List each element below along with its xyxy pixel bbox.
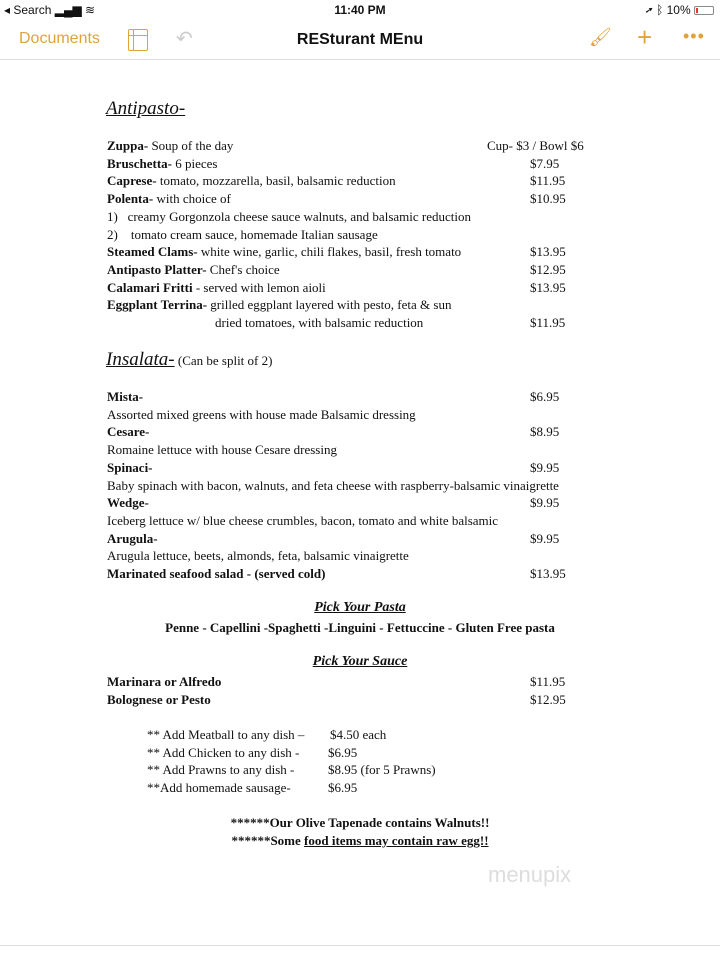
antipasto-item-price: $13.95 xyxy=(530,279,566,295)
pasta-heading-text: Pick Your Pasta xyxy=(314,600,406,615)
antipasto-item-name: Eggplant Terrina- xyxy=(107,297,208,313)
insalata-heading-row xyxy=(106,349,272,371)
addon-label: **Add homemade sausage- xyxy=(147,780,291,796)
note-raw-egg-prefix: ******Some xyxy=(231,833,305,848)
insalata-item-line xyxy=(107,565,325,583)
location-icon: ➚ xyxy=(645,3,653,17)
antipasto-item-price: $11.95 xyxy=(530,173,566,189)
antipasto-item-line xyxy=(107,261,280,279)
back-app-label[interactable]: Search xyxy=(13,3,52,17)
toolbar xyxy=(0,20,720,60)
insalata-item-description: Assorted mixed greens with house made Balsamic dressing xyxy=(107,406,416,422)
antipasto-item-line xyxy=(107,296,451,314)
insalata-item-price: $9.95 xyxy=(530,530,560,546)
insalata-item-description: Romaine lettuce with house Cesare dressing xyxy=(107,442,337,458)
insalata-item-line xyxy=(107,459,153,477)
antipasto-item-name: Calamari Fritti xyxy=(107,279,193,295)
insalata-item-line xyxy=(107,494,149,512)
note-walnuts: ******Our Olive Tapenade contains Walnuts!! xyxy=(230,815,490,830)
addon-label: ** Add Prawns to any dish - xyxy=(147,762,295,778)
antipasto-item-description: white wine, garlic, chili flakes, basil, fresh tomato xyxy=(197,244,462,260)
documents-button[interactable]: Documents xyxy=(19,30,100,47)
antipasto-item-description: grilled eggplant layered with pesto, feta & sun xyxy=(207,297,452,313)
back-app-icon[interactable]: ◂ xyxy=(4,3,14,17)
sauce-item-price: $12.95 xyxy=(530,691,566,707)
antipasto-item-description: 6 pieces xyxy=(172,155,218,171)
sauce-heading xyxy=(0,654,720,670)
watermark-logo: menupix xyxy=(488,862,572,887)
insalata-item-description: Baby spinach with bacon, walnuts, and feta cheese with raspberry-balsamic vinaigrette xyxy=(107,477,559,493)
battery-icon xyxy=(694,6,714,15)
insalata-item-name: Spinaci- xyxy=(107,459,153,475)
insalata-item-description: Iceberg lettuce w/ blue cheese crumbles, bacon, tomato and white balsamic xyxy=(107,512,499,528)
pasta-options: Penne - Capellini -Spaghetti -Linguini - Fettuccine - Gluten Free pasta xyxy=(165,620,555,635)
addon-price: $4.50 each xyxy=(330,727,387,742)
antipasto-item-line xyxy=(107,137,233,155)
sauce-item-line xyxy=(107,691,211,709)
antipasto-item-line xyxy=(107,190,231,208)
antipasto-item-name: Zuppa- xyxy=(107,138,149,153)
sauce-item-name: Bolognese or Pesto xyxy=(107,691,211,707)
document-title: RESturant MEnu xyxy=(296,31,424,48)
antipasto-item-line xyxy=(107,226,378,244)
insalata-item-line xyxy=(107,423,149,441)
insalata-item-line xyxy=(107,388,143,406)
antipasto-item-name: Antipasto Platter- xyxy=(107,261,207,277)
signal-icon: ▂▄▆ xyxy=(54,3,82,17)
insalata-item-price: $9.95 xyxy=(530,459,560,475)
addon-label: ** Add Chicken to any dish - xyxy=(147,744,300,760)
status-bar xyxy=(0,0,720,20)
antipasto-item-description: tomato, mozzarella, basil, balsamic reduction xyxy=(156,173,396,189)
antipasto-item-description: dried tomatoes, with balsamic reduction xyxy=(215,315,424,330)
antipasto-item-line xyxy=(107,243,461,261)
addon-price: $6.95 xyxy=(328,744,358,760)
note-raw-egg xyxy=(0,833,720,849)
insalata-item-name: Cesare- xyxy=(107,424,150,440)
sauce-item-line xyxy=(107,673,221,691)
addon-label: ** Add Meatball to any dish – xyxy=(147,727,305,742)
antipasto-item-description: Chef's choice xyxy=(206,261,280,277)
antipasto-item-line xyxy=(107,279,326,297)
insalata-item-line xyxy=(107,441,337,459)
antipasto-item-price: $13.95 xyxy=(530,244,566,260)
antipasto-item-description: 1) creamy Gorgonzola cheese sauce walnuts, and balsamic reduction xyxy=(107,208,471,224)
antipasto-item-name: Steamed Clams- xyxy=(107,244,198,260)
battery-percent: 10% xyxy=(666,3,691,17)
antipasto-item-name: Caprese- xyxy=(107,173,157,189)
antipasto-item-price: $11.95 xyxy=(530,315,566,330)
antipasto-item-price: $10.95 xyxy=(530,191,566,207)
antipasto-item-price: $7.95 xyxy=(530,155,560,171)
antipasto-item-description: 2) tomato cream sauce, homemade Italian sausage xyxy=(107,226,378,242)
undo-icon[interactable]: ↶ xyxy=(176,28,193,50)
antipasto-heading: Antipasto- xyxy=(106,98,186,119)
antipasto-item-line xyxy=(215,314,423,332)
sauce-item-price: $11.95 xyxy=(530,674,566,689)
insalata-item-line xyxy=(107,547,409,565)
antipasto-item-price: $12.95 xyxy=(530,261,566,277)
insalata-note: (Can be split of 2) xyxy=(174,353,273,368)
wifi-icon: ≋ xyxy=(85,3,96,17)
sauce-item-name: Marinara or Alfredo xyxy=(107,674,222,689)
add-icon[interactable]: + xyxy=(637,22,653,52)
insalata-item-price: $6.95 xyxy=(530,389,560,404)
insalata-item-name: Arugula- xyxy=(107,530,158,546)
sauce-heading-text: Pick Your Sauce xyxy=(312,654,408,669)
format-brush-icon[interactable]: 🖌 xyxy=(589,27,612,47)
antipasto-item-description: with choice of xyxy=(153,191,231,207)
insalata-item-line xyxy=(107,530,158,548)
insalata-item-name: Marinated seafood salad - (served cold) xyxy=(107,566,326,581)
antipasto-item-name: Bruschetta- xyxy=(107,155,172,171)
insalata-item-line xyxy=(107,512,498,530)
addon-price: $8.95 (for 5 Prawns) xyxy=(328,762,436,778)
antipasto-item-name: Polenta- xyxy=(107,191,154,207)
insalata-item-name: Wedge- xyxy=(107,495,149,511)
insalata-heading: Insalata- xyxy=(106,349,175,370)
more-icon[interactable]: ••• xyxy=(683,26,705,46)
antipasto-item-line xyxy=(107,208,471,226)
antipasto-item-line xyxy=(107,172,396,190)
insalata-item-description: Arugula lettuce, beets, almonds, feta, balsamic vinaigrette xyxy=(107,548,409,564)
note-raw-egg-text: food items may contain raw egg!! xyxy=(304,833,489,848)
pasta-heading xyxy=(0,600,720,616)
insalata-item-price: $8.95 xyxy=(530,424,560,440)
antipasto-item-description: Soup of the day xyxy=(148,138,234,153)
bluetooth-icon: ᛒ xyxy=(656,3,664,17)
insalata-item-line xyxy=(107,477,559,495)
insalata-item-price: $9.95 xyxy=(530,495,560,511)
addon-price: $6.95 xyxy=(328,780,358,796)
clock: 11:40 PM xyxy=(334,3,386,17)
antipasto-item-description: - served with lemon aioli xyxy=(192,279,326,295)
insalata-item-line xyxy=(107,406,416,424)
insalata-item-name: Mista- xyxy=(107,389,144,404)
page-bottom-divider xyxy=(0,945,720,946)
antipasto-item-price: Cup- $3 / Bowl $6 xyxy=(487,138,584,153)
antipasto-item-line xyxy=(107,155,217,173)
insalata-item-price: $13.95 xyxy=(530,566,566,581)
